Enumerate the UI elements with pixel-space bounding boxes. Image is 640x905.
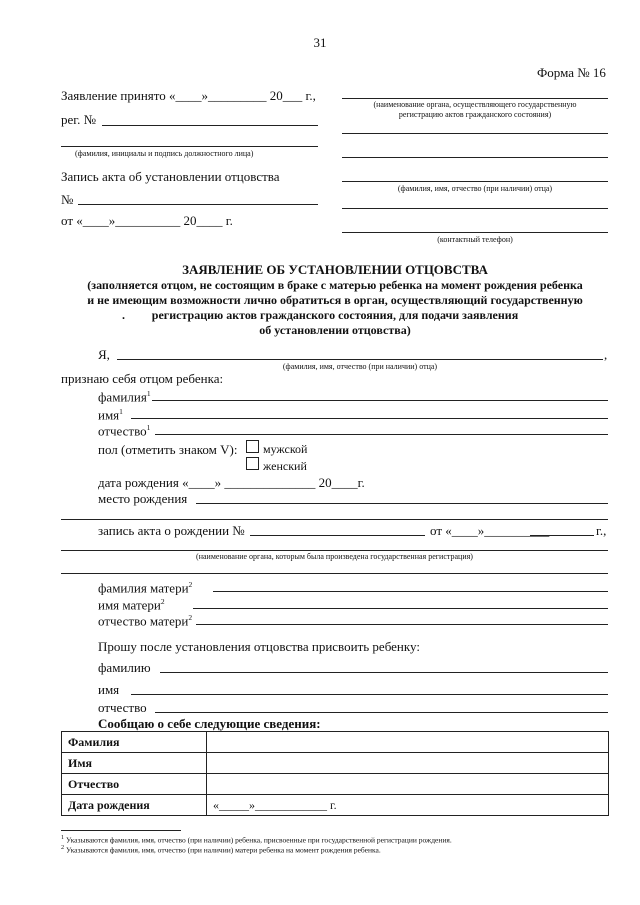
father-name-line[interactable] <box>117 359 603 360</box>
birth-place-line[interactable] <box>196 503 608 504</box>
birth-record-from: от «____»__________ <box>430 523 550 538</box>
info-table <box>61 731 609 816</box>
birth-date: дата рождения «____» ______________ 20____г. <box>98 475 365 490</box>
record-number-line[interactable] <box>78 204 318 205</box>
mother-surname-line[interactable] <box>213 591 608 592</box>
record-number-label: № <box>61 192 74 207</box>
child-patronymic-line[interactable] <box>155 434 608 435</box>
organ-line[interactable] <box>342 98 608 99</box>
official-caption: (фамилия, инициалы и подпись должностного лица) <box>75 149 254 158</box>
birth-place-label: место рождения <box>98 491 188 506</box>
title-sub-2: и не имеющим возможности лично обратиться в орган, осуществляющий государственную <box>87 293 583 307</box>
birth-place-line-2[interactable] <box>61 519 608 520</box>
table-label: Отчество <box>62 774 207 795</box>
child-new-name-label: имя <box>98 682 120 697</box>
footnote-2: $^2$ Указываются фамилия, имя, отчество (при наличии) матери ребенка на момент рождения ребенка. <box>61 844 381 855</box>
female-checkbox[interactable] <box>246 457 259 470</box>
child-new-name-line[interactable] <box>131 694 608 695</box>
birth-record-year: г., <box>596 523 607 538</box>
table-label: Дата рождения <box>62 795 207 816</box>
table-label: Имя <box>62 753 207 774</box>
title-sub-3: регистрацию актов гражданского состояния, для подачи заявления <box>151 308 519 322</box>
table-value-cell[interactable] <box>207 774 609 795</box>
organ-caption-2: регистрацию актов гражданского состояния) <box>398 110 552 119</box>
father-line-3[interactable] <box>342 208 608 209</box>
birth-organ-line[interactable] <box>61 550 608 551</box>
i-label: Я, <box>98 347 110 362</box>
page-number: 31 <box>313 35 327 50</box>
table-row <box>62 774 609 795</box>
record-date: от «____»__________ 20____ г. <box>61 213 233 228</box>
reg-number-line[interactable] <box>102 125 318 126</box>
form-number: Форма № 16 <box>537 65 606 80</box>
birth-organ-caption: (наименование органа, которым была произведена государственная регистрация) <box>196 552 473 561</box>
father-line-1[interactable] <box>342 157 608 158</box>
father-name-caption: (фамилия, имя, отчество (при наличии) отца) <box>282 362 438 371</box>
table-value-cell[interactable] <box>207 753 609 774</box>
title-bullet: . <box>122 308 125 322</box>
request-text: Прошу после установления отцовства присвоить ребенку: <box>98 639 420 654</box>
birth-organ-line-2[interactable] <box>61 573 608 574</box>
title-sub-4: об установлении отцовства) <box>259 323 411 337</box>
reg-number-label: рег. № <box>61 112 97 127</box>
recognize-text: признаю себя отцом ребенка: <box>61 371 224 386</box>
child-new-surname-line[interactable] <box>160 672 608 673</box>
sex-label: пол (отметить знаком V): <box>98 442 238 457</box>
title-sub-1: (заполняется отцом, не состоящим в браке с матерью ребенка на момент рождения ребенка <box>87 278 583 292</box>
child-new-patronymic-label: отчество <box>98 700 147 715</box>
footnote-separator <box>61 830 181 831</box>
female-label: женский <box>263 459 307 473</box>
table-row <box>62 753 609 774</box>
table-value-cell[interactable]: «_____»____________ г. <box>207 795 609 816</box>
mother-patronymic-label: отчество матери$^2$ <box>98 613 193 629</box>
child-surname-line[interactable] <box>152 400 608 401</box>
male-label: мужской <box>263 442 308 456</box>
child-new-surname-label: фамилию <box>98 660 151 675</box>
father-line-2[interactable] <box>342 181 608 182</box>
i-comma: , <box>604 347 608 362</box>
footnote-1: $^1$ Указываются фамилия, имя, отчество (при наличии) ребенка, присвоенные при государственной регистрации рождения. <box>61 834 452 845</box>
child-name-label: имя$^1$ <box>98 407 123 423</box>
table-row <box>62 732 609 753</box>
official-signature-line[interactable] <box>61 146 318 147</box>
record-title: Запись акта об установлении отцовства <box>61 169 280 184</box>
male-checkbox[interactable] <box>246 440 259 453</box>
document-title: ЗАЯВЛЕНИЕ ОБ УСТАНОВЛЕНИИ ОТЦОВСТВА <box>182 262 488 277</box>
mother-surname-label: фамилия матери$^2$ <box>98 580 193 596</box>
mother-name-label: имя матери$^2$ <box>98 597 165 613</box>
table-row <box>62 795 609 816</box>
birth-record-year-line[interactable] <box>530 535 594 536</box>
child-surname-label: фамилия$^1$ <box>98 389 151 405</box>
phone-line[interactable] <box>342 232 608 233</box>
father-caption: (фамилия, имя, отчество (при наличии) отца) <box>397 184 553 193</box>
organ-caption-1: (наименование органа, осуществляющего государственную <box>373 100 577 109</box>
child-patronymic-label: отчество$^1$ <box>98 423 151 439</box>
birth-record-label: запись акта о рождении № <box>98 523 245 538</box>
table-value-cell[interactable] <box>207 732 609 753</box>
child-name-line[interactable] <box>131 418 608 419</box>
accepted-line: Заявление принято «____»_________ 20___ г., <box>61 88 316 103</box>
table-label: Фамилия <box>62 732 207 753</box>
child-new-patronymic-line[interactable] <box>155 712 608 713</box>
phone-caption: (контактный телефон) <box>437 235 513 244</box>
mother-patronymic-line[interactable] <box>196 624 608 625</box>
mother-name-line[interactable] <box>193 608 608 609</box>
info-heading: Сообщаю о себе следующие сведения: <box>98 716 321 731</box>
birth-record-number-line[interactable] <box>250 535 425 536</box>
organ-line-2[interactable] <box>342 133 608 134</box>
